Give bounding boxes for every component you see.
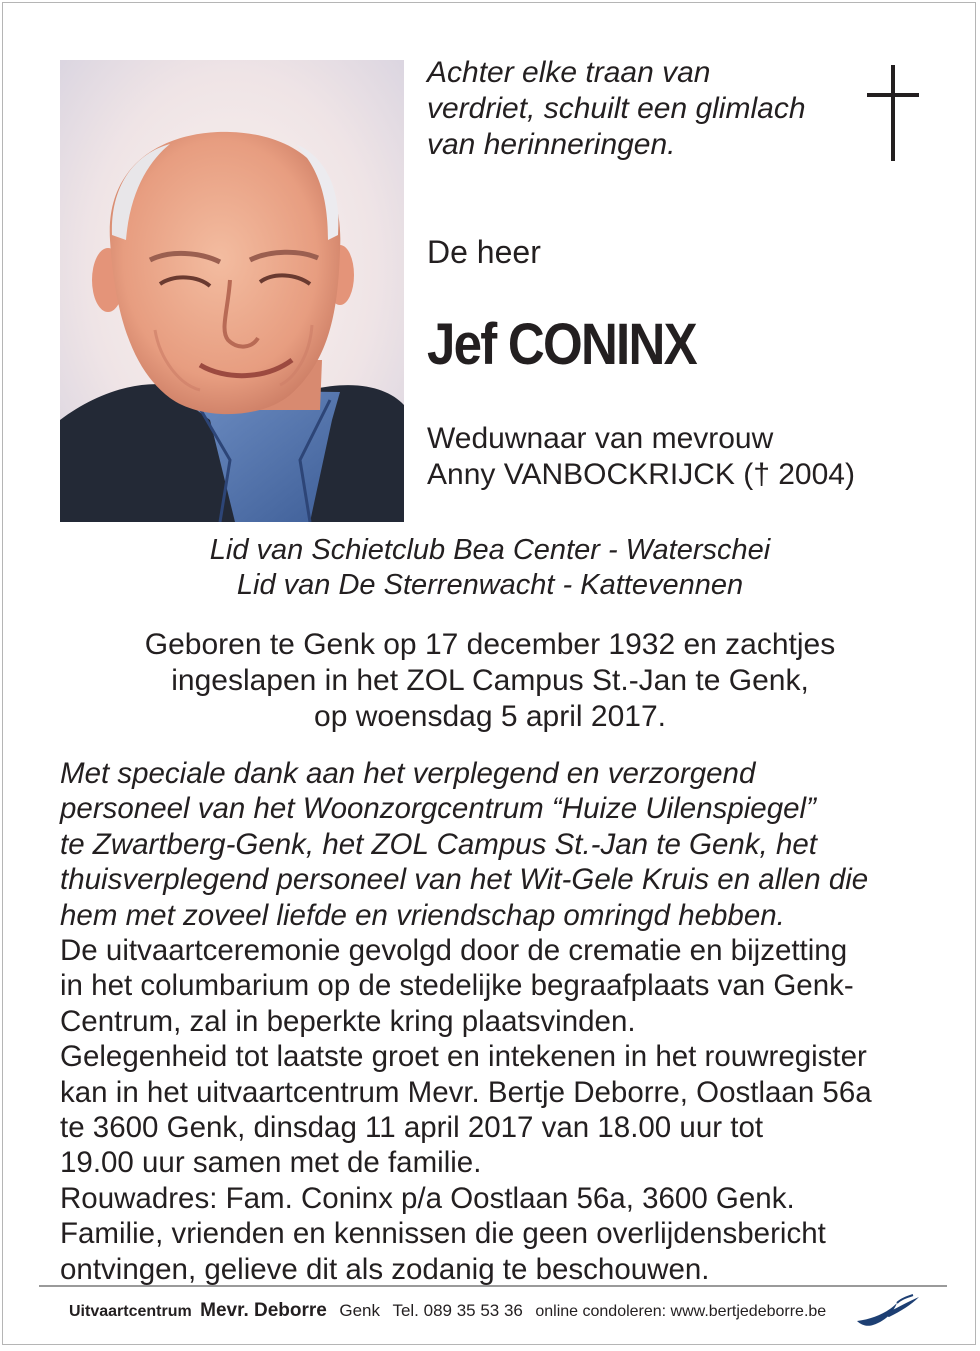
birth-death-line: ingeslapen in het ZOL Campus St.-Jan te Genk, [171,664,809,697]
spouse-line: Weduwnaar van mevrouw [427,422,774,455]
memberships [3,533,977,603]
membership-line: Lid van De Sterrenwacht - Kattevennen [236,569,744,601]
info-line: Rouwadres: Fam. Coninx p/a Oostlaan 56a, 3600 Genk. [60,1181,795,1215]
portrait-illustration [60,60,404,522]
quote-line: verdriet, schuilt een glimlach [427,92,806,125]
cross-icon [865,65,921,161]
spouse-line: Anny VANBOCKRIJCK († 2004) [427,458,855,491]
thanks-line: thuisverplegend personeel van het Wit-Gele Kruis en allen die [60,863,869,897]
honorific-title: De heer [427,234,541,270]
quote-line: Achter elke traan van [427,56,711,89]
info-line: ontvingen, gelieve dit als zodanig te beschouwen. [60,1252,710,1286]
portrait-photo [60,60,404,522]
footer-phone: Tel. 089 35 53 36 [392,1301,523,1320]
birth-death-info [3,627,977,735]
info-line: 19.00 uur samen met de familie. [60,1146,482,1180]
bird-logo-icon [853,1291,923,1331]
quote-line: van herinneringen. [427,128,676,161]
membership-line: Lid van Schietclub Bea Center - Waterschei [209,534,771,566]
obituary-body [60,756,960,1287]
footer [69,1300,826,1323]
info-line: kan in het uitvaartcentrum Mevr. Bertje Deborre, Oostlaan 56a [60,1075,872,1109]
info-line: te 3600 Genk, dinsdag 11 april 2017 van 18.00 uur tot [60,1111,764,1145]
info-line: De uitvaartceremonie gevolgd door de crematie en bijzetting [60,934,848,968]
birth-death-line: op woensdag 5 april 2017. [314,700,666,733]
obituary-card [2,2,976,1345]
deceased-name: Jef CONINX [427,312,696,377]
footer-funeral-home-name: Mevr. Deborre [200,1300,327,1321]
info-line: Centrum, zal in beperkte kring plaatsvinden. [60,1004,636,1038]
footer-city: Genk [339,1301,380,1320]
thanks-line: personeel van het Woonzorgcentrum “Huize Uilenspiegel” [60,792,816,826]
birth-death-line: Geboren te Genk op 17 december 1932 en zachtjes [144,628,836,661]
info-line: Familie, vrienden en kennissen die geen overlijdensbericht [60,1217,826,1251]
footer-website[interactable]: online condoleren: www.bertjedeborre.be [535,1303,827,1320]
memorial-quote [427,55,806,163]
info-line: in het columbarium op de stedelijke begraafplaats van Genk- [60,969,854,1003]
thanks-line: te Zwartberg-Genk, het ZOL Campus St.-Jan te Genk, het [60,827,817,861]
thanks-line: Met speciale dank aan het verplegend en verzorgend [60,757,756,790]
footer-company: Uitvaartcentrum [69,1303,192,1320]
spouse-info [427,421,855,493]
thanks-line: hem met zoveel liefde en vriendschap omringd hebben. [60,898,785,932]
info-line: Gelegenheid tot laatste groet en intekenen in het rouwregister [60,1040,867,1074]
footer-divider [39,1285,947,1287]
